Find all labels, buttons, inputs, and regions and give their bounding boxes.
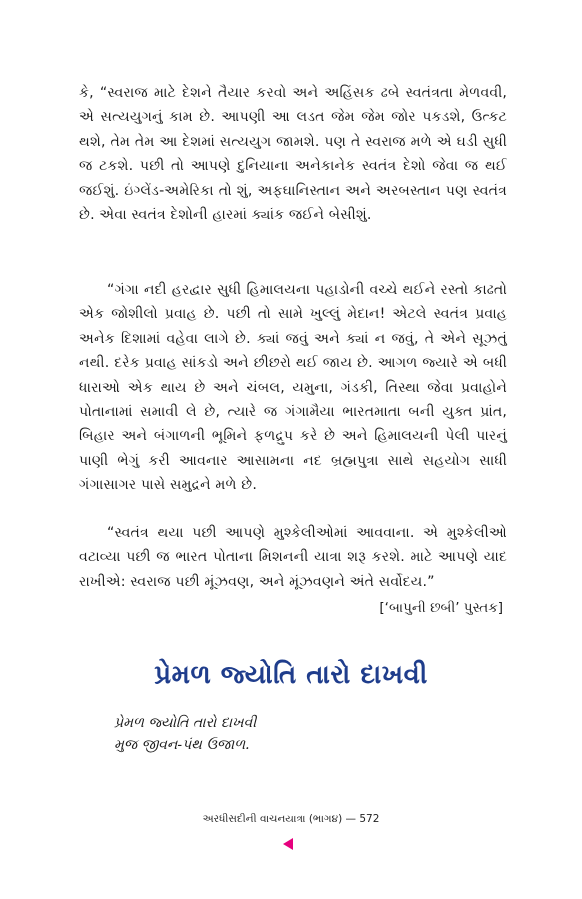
poem-line: પ્રેમળ જ્યોતિ તારો દાખવી [114, 715, 257, 731]
body-paragraph [79, 521, 507, 594]
poem-title: પ્રેમળ જ્યોતિ તારો દાખવી [154, 660, 428, 690]
source-citation: [‘બાપુની છબી’ પુસ્તક] [379, 600, 503, 616]
paragraph-text: કે, “સ્વરાજ માટે દેશને તૈયાર કરવો અને અહિંસક ઢબે સ્વતંત્રતા મેળવવી, એ સત્યયુગનું કામ છે. આપણી આ લડત જેમ જેમ જોર પકડશે, ઉત્કટ થશે, તેમ તેમ આ દેશમાં સત્યયુગ જામશે. પણ તે સ્વરાજ મળે એ ઘડી સુધી જ ટકશે. પછી તો આપણે દુનિયાના અનેકાનેક સ્વતંત્ર દેશો જેવા જ થઈ જઈશું. ઇંગ્લેંડ-અમેરિકા તો શું, અફઘાનિસ્તાન અને અરબસ્તાન પણ સ્વતંત્ર છે. એવા સ્વતંત્ર દેશોની હારમાં ક્યાંક જઈને બેસીશું. [79, 85, 507, 224]
page-footer: અરધીસદીની વાચનયાત્રા (ભાગ૪) — 572 [202, 813, 380, 825]
poem-line: મુજ જીવન-પંથ ઉજાળ. [114, 737, 250, 753]
paragraph-text: “ગંગા નદી હરદ્વાર સુધી હિમાલયના પહાડોની વચ્ચે થઈને રસ્તો કાઢતો એક જોશીલો પ્રવાહ છે. પછી તો સામે ખુલ્લું મેદાન! એટલે સ્વતંત્ર પ્રવાહ અનેક દિશામાં વહેવા લાગે છે. ક્યાં જવું અને ક્યાં ન જવું, તે એને સૂઝતું નથી. દરેક પ્રવાહ સાંકડો અને છીછરો થઈ જાય છે. આગળ જ્યારે એ બધી ધારાઓ એક થાય છે અને ચંબલ, યમુના, ગંડકી, તિસ્થા જેવા પ્રવાહોને પોતાનામાં સમાવી લે છે, ત્યારે જ ગંગામૈયા ભારતમાતા બની યુક્ત પ્રાંત, બિહાર અને બંગાળની ભૂમિને ફળદ્રુપ કરે છે અને હિમાલયની પેલી પારનું પાણી ભેગું કરી આવનાર આસામના નદ બ્રહ્મપુત્રા સાથે સહયોગ સાધી ગંગાસાગર પાસે સમુદ્રને મળે છે. [79, 282, 507, 494]
body-paragraph [79, 278, 507, 498]
paragraph-text: “સ્વતંત્ર થયા પછી આપણે મુશ્કેલીઓમાં આવવાના. એ મુશ્કેલીઓ વટાવ્યા પછી જ ભારત પોતાના મિશનની યાત્રા શરૂ કરશે. માટે આપણે યાદ રાખીએ: સ્વરાજ પછી મૂંઝવણ, અને મૂંઝવણને અંતે સર્વોદય.” [79, 525, 507, 590]
body-paragraph [79, 81, 507, 227]
previous-page-arrow-icon[interactable] [283, 838, 293, 850]
poem-excerpt [114, 712, 256, 756]
